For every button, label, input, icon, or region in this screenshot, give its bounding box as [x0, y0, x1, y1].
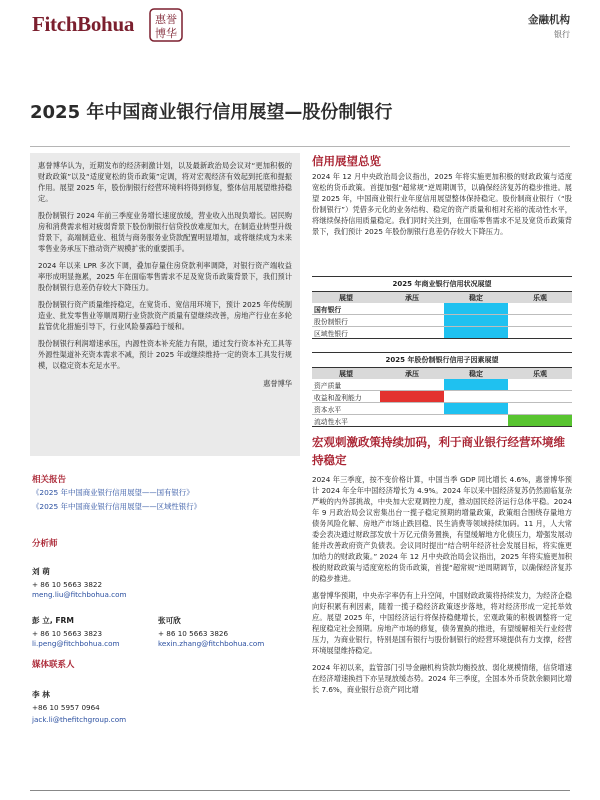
analyst-phone: + 86 10 5663 3822	[32, 580, 103, 589]
analyst-card	[32, 566, 127, 600]
row-label: 流动性水平	[312, 415, 380, 427]
title-divider	[30, 146, 570, 147]
row-label: 资本水平	[312, 403, 380, 415]
outlook-cell	[380, 315, 444, 327]
analyst-name: 刘 萌	[32, 567, 50, 576]
footer-divider	[30, 790, 570, 791]
analyst-name: 彭 立, FRM	[32, 616, 74, 625]
table-header: 乐观	[508, 292, 572, 303]
related-report-link[interactable]: 《2025 年中国商业银行信用展望——国有银行》	[32, 488, 194, 497]
table-header: 稳定	[444, 368, 508, 379]
table-row	[312, 303, 572, 315]
macro-paragraph: 惠誉博华预期，中央赤字率仍有上升空间，中国财政政策将持续发力，为经济企稳向好积累有利因素，随着一揽子稳经济政策逐步落地，将对经济形成一定托举效应。展望 2025 年，中国经济运行将保持稳健增长，宏观政策的积极调整将一定程度稳定社会预期。房地产市场的修复，债务置换的推进，有望缓解相关行业经营压力，为商业银行，特别是国有银行与股份制银行的经营环境提供有力支撑，经营环境展望维持稳定。	[312, 591, 572, 655]
table-row	[312, 315, 572, 327]
outlook-cell	[380, 379, 444, 391]
outlook-cell	[444, 391, 508, 403]
related-report-link[interactable]: 《2025 年中国商业银行信用展望——区域性银行》	[32, 502, 201, 511]
analyst-phone: + 86 10 5663 3823	[32, 629, 103, 638]
outlook-text: 2024 年 12 月中央政治局会议指出，2025 年将实施更加积极的财政政策与适度宽松的货币政策。首提加强“超常规”逆周期调节，以确保经济复苏的稳步推进。展望 2025 年，中国商业银行业年度信用展望整体保持稳定。股份制商业银行（“股份制银行”）凭借多元化的业务结构、稳定的资产质量和相对充裕的流动性水平，将继续保持信用质量稳定。我们同时关注到，在面临零售需求不足及宽货币政策背景下，我们预计 2025 年股份制银行息差仍存较大下降压力。	[312, 172, 572, 236]
summary-paragraph: 惠誉博华认为，近期发布的经济刺激计划，以及最新政治局会议对“更加积极的财政政策”以及“适度宽松的货币政策”定调，将对宏观经济有效起到托底和提振作用。展望 2025 年，股份制银行经营环境料将得到修复，整体信用展望维持稳定。	[38, 161, 292, 203]
table-caption: 2025 年商业银行信用状况展望	[312, 277, 572, 292]
media-contact-card	[32, 689, 126, 725]
table-header: 稳定	[444, 292, 508, 303]
sector-title: 金融机构	[528, 14, 570, 26]
outlook-heading: 信用展望总览	[312, 154, 381, 168]
macro-text	[312, 474, 572, 701]
table-header: 乐观	[508, 368, 572, 379]
outlook-cell	[380, 327, 444, 339]
outlook-cell	[508, 327, 572, 339]
outlook-cell	[444, 403, 508, 415]
analyst-phone: + 86 10 5663 3826	[158, 629, 229, 638]
outlook-cell	[380, 403, 444, 415]
outlook-cell	[380, 415, 444, 427]
table-header: 展望	[312, 292, 380, 303]
media-contact-name: 李 林	[32, 690, 50, 699]
analyst-email[interactable]: li.peng@fitchbohua.com	[32, 639, 120, 648]
subsector-title: 银行	[554, 30, 570, 39]
page-title: 2025 年中国商业银行信用展望—股份制银行	[30, 102, 393, 123]
analyst-card	[158, 615, 264, 649]
table-header: 展望	[312, 368, 380, 379]
outlook-cell	[444, 379, 508, 391]
outlook-cell	[444, 315, 508, 327]
outlook-cell	[508, 379, 572, 391]
table-row	[312, 415, 572, 427]
summary-paragraph: 股份制银行资产质量维持稳定，在宽货币、宽信用环境下，预计 2025 年传统制造业、批发零售业等顺周期行业贷款资产质量有望继续改善，房地产行业在多轮监管优化措施引导下，行业风险暴露趋于缓和。	[38, 300, 292, 331]
analyst-email[interactable]: kexin.zhang@fitchbohua.com	[158, 639, 265, 648]
summary-paragraph: 2024 年以来 LPR 多次下调，叠加存量住房贷款利率调降，对银行资产端收益率形成明显拖累，2025 年在面临零售需求不足及宽货币政策背景下，我们预计股份制银行息差仍存较大下降压力。	[38, 261, 292, 292]
outlook-cell	[380, 303, 444, 315]
table-row	[312, 327, 572, 339]
svg-text:博华: 博华	[155, 27, 177, 40]
row-label: 国有银行	[312, 303, 380, 315]
outlook-cell	[508, 391, 572, 403]
outlook-cell	[380, 391, 444, 403]
outlook-cell	[508, 315, 572, 327]
outlook-cell	[444, 415, 508, 427]
row-label: 资产质量	[312, 379, 380, 391]
table-caption: 2025 年股份制银行信用子因素展望	[312, 353, 572, 368]
table-row	[312, 391, 572, 403]
outlook-cell	[508, 303, 572, 315]
macro-heading: 宏观刺激政策持续加码，利于商业银行经营环境维持稳定	[312, 435, 565, 467]
analysts-heading: 分析师	[32, 539, 58, 549]
logo-wordmark: FitchBohua	[32, 12, 135, 36]
related-reports-heading: 相关报告	[32, 475, 67, 485]
row-label: 收益和盈利能力	[312, 391, 380, 403]
bank-outlook-table	[312, 276, 572, 339]
sector-label	[528, 12, 570, 40]
table-header: 承压	[380, 292, 444, 303]
summary-paragraph: 股份制银行 2024 年前三季度业务增长速度放缓，营业收入出现负增长。居民购房和消费需求相对疲弱背景下股份制银行信贷投放难度加大，在制造业转型升级背景下，高端制造业、租赁与商务服务业贷款配置明显增加，或将继续成为未来零售业务承压下推动资产规模扩张的重要抓手。	[38, 211, 292, 253]
fitchbohua-logo	[32, 8, 182, 42]
table-row	[312, 379, 572, 391]
macro-paragraph: 2024 年初以来，监管部门引导金融机构贷款均衡投放、弱化规模情绪，信贷增速在经济增速换挡下亦呈现放缓态势。2024 年三季度，全国本外币贷款余额同比增长 7.6%，商业银行总资产同比增	[312, 663, 572, 694]
analyst-name: 张可欣	[158, 616, 181, 625]
macro-paragraph: 2024 年三季度，按不变价格计算，中国当季 GDP 同比增长 4.6%，惠誉博华预计 2024 年全年中国经济增长为 4.9%。2024 年以来中国经济复苏仍然面临复杂严峻的内外部挑战，中央加大宏观调控力度，推动国民经济运行总体平稳。2024 年 9 月政治局会议密集出台一揽子稳定预期的增量政策，政策组合围绕存量地方债务风险化解、房地产市场止跌回稳、民生消费等领域持续加码。11 月，人大常委会表决通过财政部发放十万亿元债务置换，有望缓解地方化债压力，增强发展动能并改善政府资产负债表。会议同时提出“结合明年经济社会发展目标，将实施更加给力的财政政策。” 2024 年 12 月中央政治局会议指出，2025 年将实施更加积极的财政政策与适度宽松的货币政策，首提“超常规”逆周期调节，以确保经济复苏的稳步推进。	[312, 475, 572, 583]
summary-paragraph: 股份制银行利润增速承压，内源性资本补充能力有限，通过发行资本补充工具等外源性渠道补充资本需求不减，预计 2025 年或继续维持一定的资本工具发行规模，以稳定资本充足水平。	[38, 339, 292, 370]
summary-signature: 惠誉博华	[263, 379, 292, 388]
media-contact-email[interactable]: jack.li@thefitchgroup.com	[32, 715, 127, 724]
outlook-cell	[444, 327, 508, 339]
subfactor-outlook-table	[312, 352, 572, 427]
outlook-cell	[444, 303, 508, 315]
summary-box	[30, 153, 300, 456]
media-contact-heading: 媒体联系人	[32, 660, 75, 670]
media-contact-phone: +86 10 5957 0964	[32, 703, 100, 712]
row-label: 区域性银行	[312, 327, 380, 339]
outlook-cell	[508, 403, 572, 415]
analyst-card	[32, 615, 120, 649]
svg-text:惠誉: 惠誉	[155, 13, 177, 26]
table-row	[312, 403, 572, 415]
seal-icon	[149, 8, 183, 42]
table-header: 承压	[380, 368, 444, 379]
outlook-cell	[508, 415, 572, 427]
row-label: 股份制银行	[312, 315, 380, 327]
analyst-email[interactable]: meng.liu@fitchbohua.com	[32, 590, 127, 599]
